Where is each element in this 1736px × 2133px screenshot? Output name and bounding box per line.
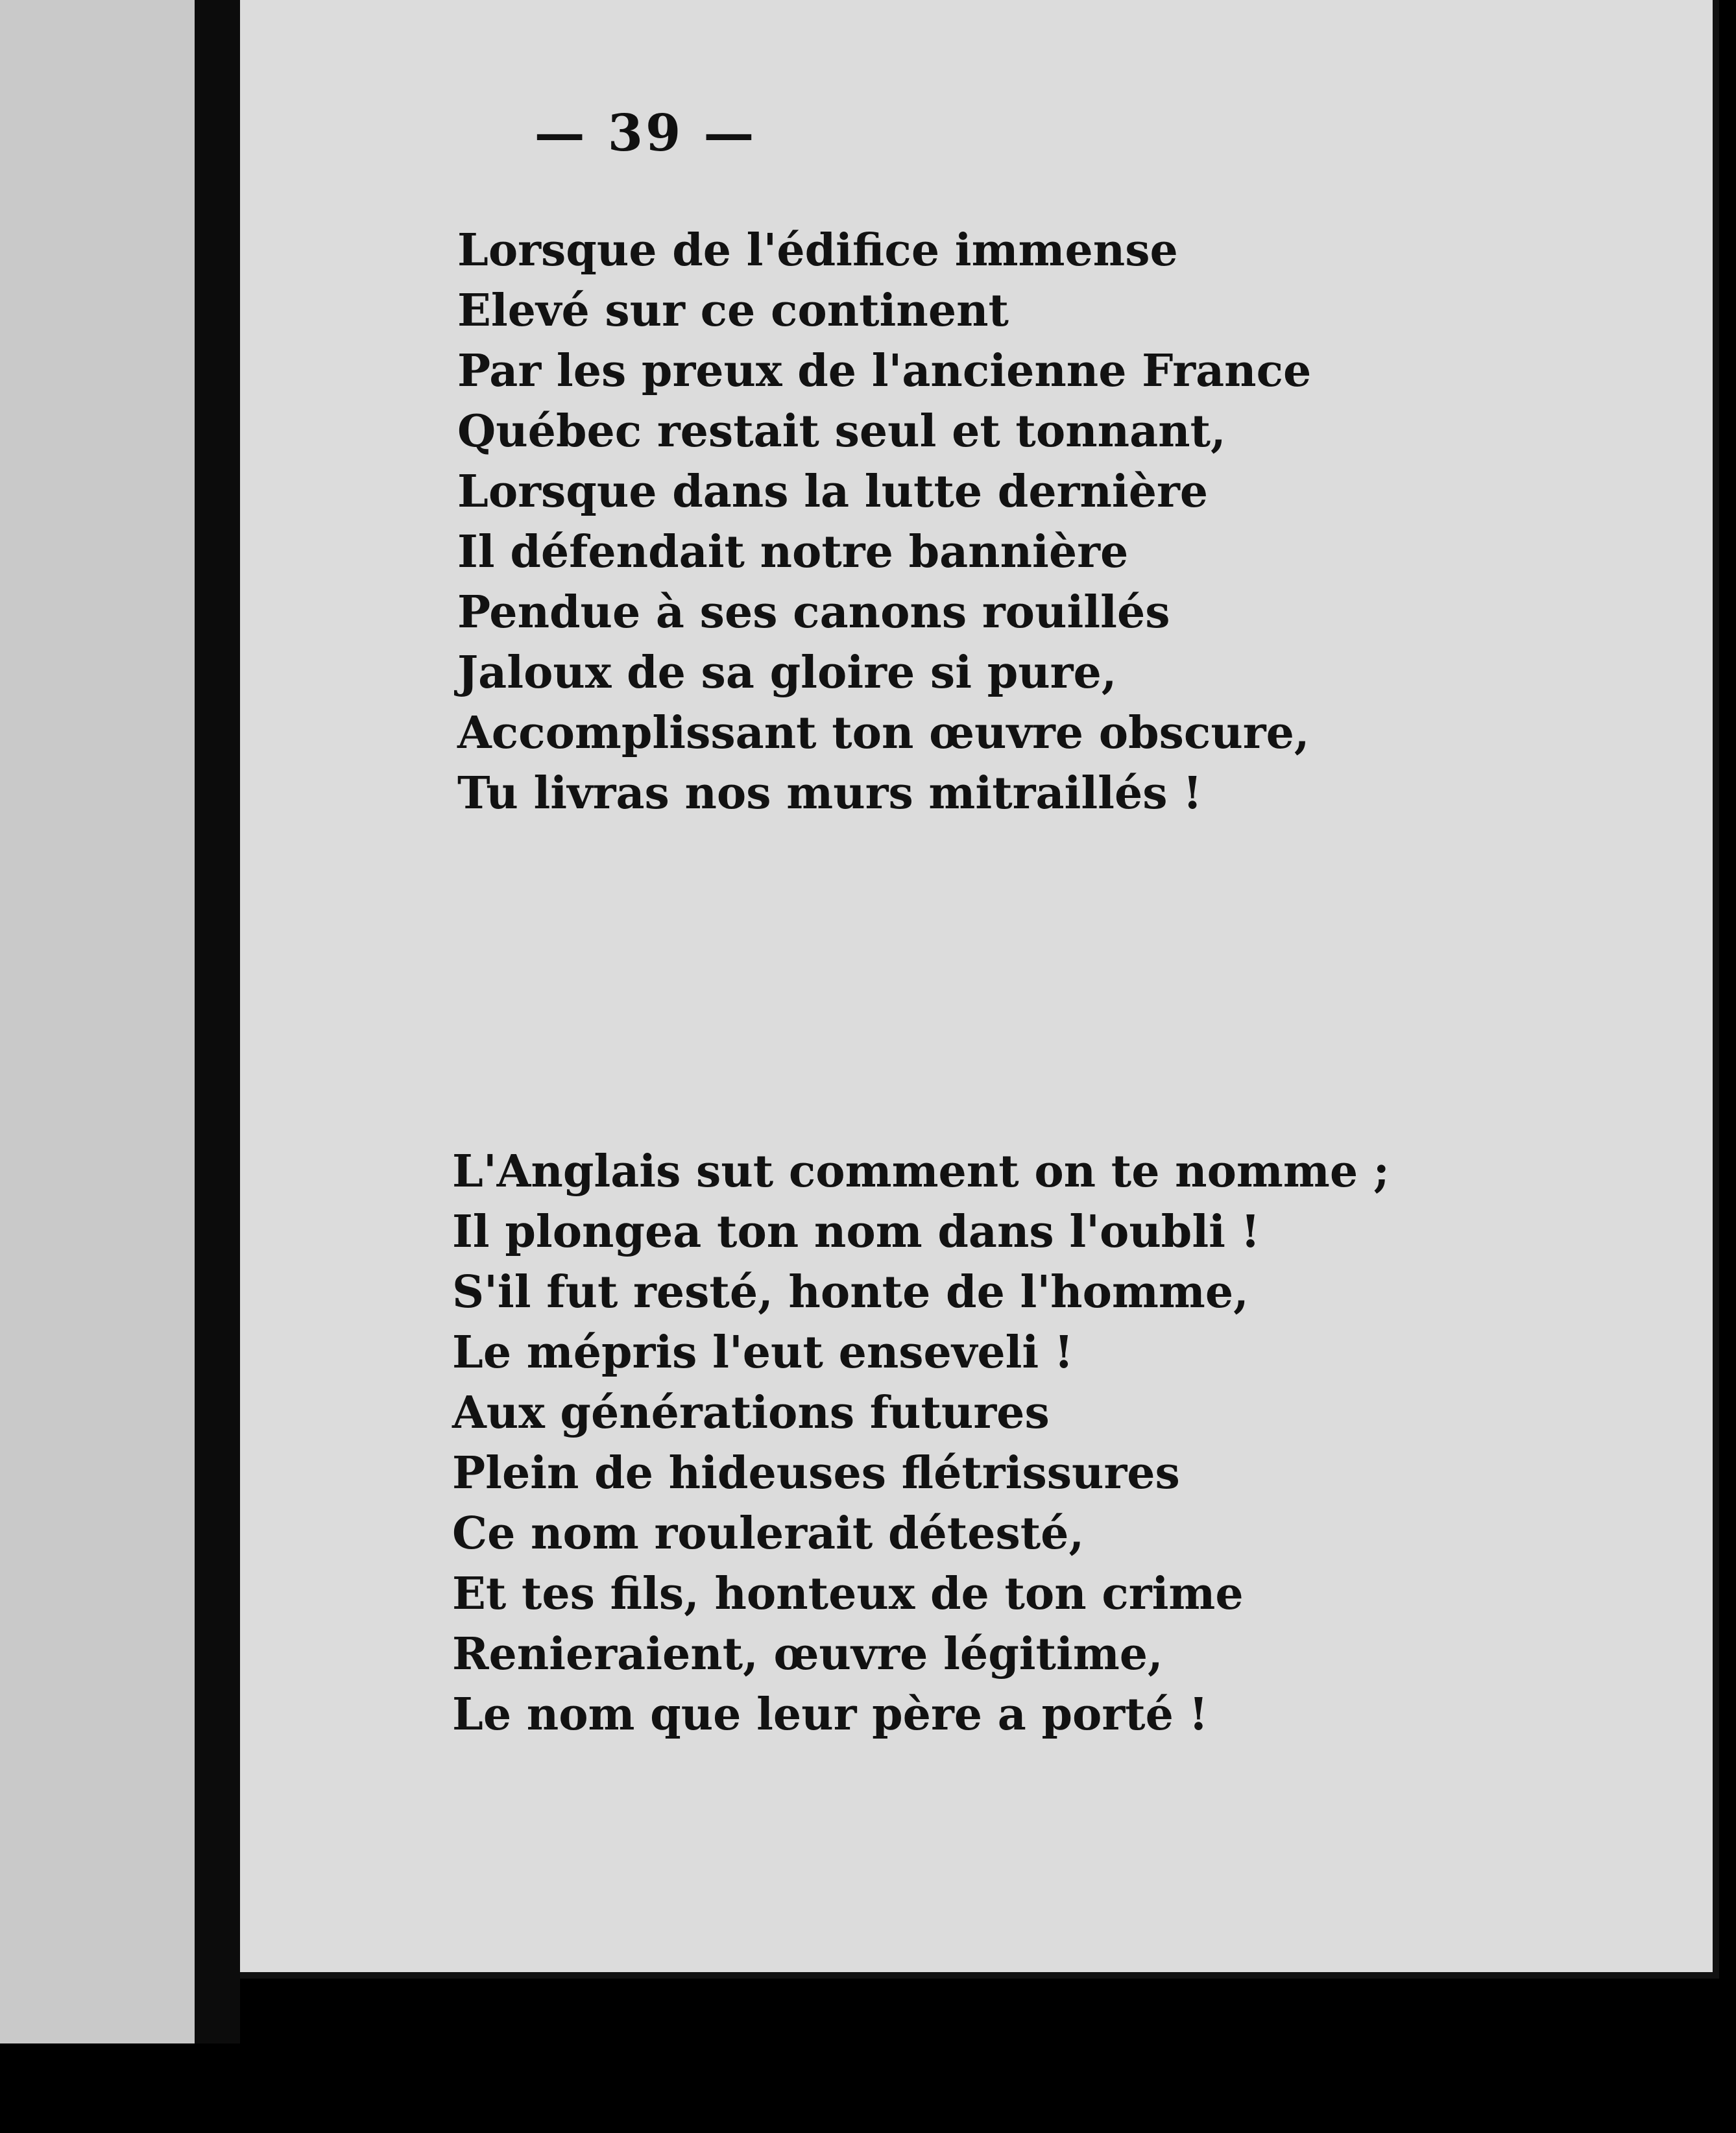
verse-line: L'Anglais sut comment on te nomme ;: [452, 1146, 1390, 1198]
verse-line: Jaloux de sa gloire si pure,: [457, 647, 1117, 699]
verse-line: Pendue à ses canons rouillés: [457, 586, 1170, 638]
verse-line: Aux générations futures: [452, 1387, 1050, 1439]
stanza-1: [457, 221, 1430, 824]
verse-line: Le mépris l'eut enseveli !: [452, 1327, 1074, 1379]
page-number: — 39 —: [534, 104, 757, 163]
verse-line: Par les preux de l'ancienne France: [457, 345, 1312, 397]
verse-line: Accomplissant ton œuvre obscure,: [457, 707, 1310, 759]
verse-line: Le nom que leur père a porté !: [452, 1689, 1209, 1741]
verse-line: Il défendait notre bannière: [457, 526, 1129, 578]
verse-line: Ce nom roulerait détesté,: [452, 1508, 1085, 1560]
verse-line: Et tes fils, honteux de ton crime: [452, 1568, 1244, 1620]
scan-bottom-border: [0, 2043, 1736, 2133]
verse-line: Québec restait seul et tonnant,: [457, 405, 1226, 457]
verse-line: Elevé sur ce continent: [457, 285, 1009, 337]
verse-line: Plein de hideuses flétrissures: [452, 1447, 1180, 1499]
verse-line: Lorsque de l'édifice immense: [457, 224, 1178, 276]
scan-left-margin: [0, 0, 221, 2043]
verse-line: Lorsque dans la lutte dernière: [457, 466, 1209, 518]
verse-line: Renieraient, œuvre légitime,: [452, 1628, 1163, 1680]
verse-line: S'il fut resté, honte de l'homme,: [452, 1266, 1249, 1318]
verse-line: Tu livras nos murs mitraillés !: [457, 767, 1203, 819]
stanza-2: [452, 1142, 1425, 1745]
book-gutter: [195, 0, 240, 2043]
verse-line: Il plongea ton nom dans l'oubli !: [452, 1206, 1260, 1258]
